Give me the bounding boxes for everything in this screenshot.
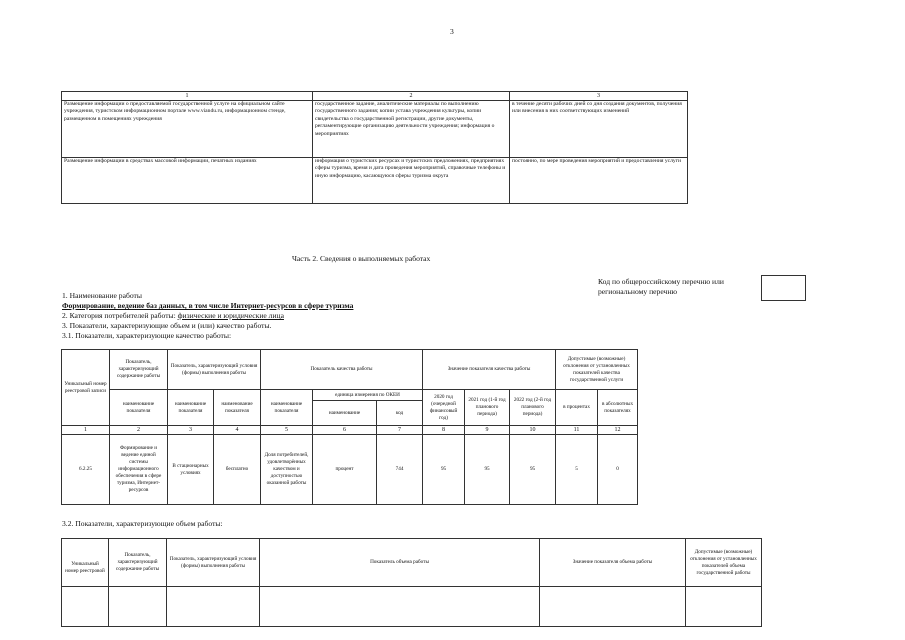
work-name-value: Формирование, ведение баз данных, в том числе Интернет-ресурсов в сфере туризма <box>62 301 354 310</box>
year-2022-header: 2022 год (2-й год планового периода) <box>510 390 556 426</box>
quality-indicator-cell: Доля потребителей, удовлетворённых качеством и доступностью оказанной работы <box>261 435 313 505</box>
deviation-percent-cell: 5 <box>556 435 598 505</box>
column-number: 6 <box>313 426 377 435</box>
unique-number-header: Уникальный номер реестровой записи <box>62 350 110 426</box>
work-content-cell: Формирование и ведение единой системы информационного обеспечения в сфере туризма, Интернет-ресурсов <box>110 435 168 505</box>
consumer-category-label: 2. Категория потребителей работы: <box>62 311 178 320</box>
code-label: Код по общероссийскому перечню или региональному перечню <box>598 277 724 296</box>
conditions-indicator-header: Показатель, характеризующий условия (формы) выполнения работы <box>168 350 261 390</box>
unique-number-header: Уникальный номер реестровой <box>62 539 109 587</box>
information-table <box>61 91 688 204</box>
value-2021-cell: 95 <box>465 435 510 505</box>
volume-indicators-heading: 3.2. Показатели, характеризующие объем работы: <box>62 519 223 528</box>
okei-code-header: код <box>377 401 423 426</box>
table-header-row <box>62 350 638 390</box>
information-method-cell: Размещение информации в средствах массовой информации, печатных изданиях <box>62 158 313 204</box>
deviations-header: Допустимые (возможные) отклонения от установленных показателей качества государственной услуги <box>556 350 638 390</box>
code-box <box>761 275 806 301</box>
information-content-cell: государственное задание, аналитические материалы по выполнению государственного задания; копии устава учреждения культуры, копии свидетельства о государственной регистрации, другие документы, регламентирующие организацию деятельности учреждения; информация о мероприятиях <box>313 101 510 158</box>
table-cell <box>540 587 686 627</box>
table-header-row <box>62 539 762 587</box>
consumer-category-value: физические и юридические лица <box>177 311 284 320</box>
table-cell <box>167 587 260 627</box>
volume-indicators-table <box>61 538 762 627</box>
table-cell <box>686 587 762 627</box>
quality-indicators-heading: 3.1. Показатели, характеризующие качество работы: <box>62 331 232 340</box>
column-number: 9 <box>465 426 510 435</box>
volume-indicator-header: Показатель объема работы <box>260 539 540 587</box>
column-number: 2 <box>313 92 510 101</box>
content-indicator-header: Показатель, характеризующий содержание работы <box>110 350 168 390</box>
column-number: 11 <box>556 426 598 435</box>
consumer-category <box>62 311 284 320</box>
volume-values-header: Значение показателя объема работы <box>540 539 686 587</box>
okei-unit-header: единица измерения по ОКЕИ <box>313 390 423 401</box>
column-number: 4 <box>214 426 261 435</box>
unique-number-cell: 6.2.25 <box>62 435 110 505</box>
update-frequency-cell: в течение десяти рабочих дней со дня создания документов, получения или внесения в них соответствующих изменений <box>510 101 688 158</box>
percent-header: в процентах <box>556 390 598 426</box>
year-2021-header: 2021 год (1-й год планового периода) <box>465 390 510 426</box>
value-2022-cell: 95 <box>510 435 556 505</box>
table-row <box>62 158 688 204</box>
indicator-name-header: наименование показателя <box>261 390 313 426</box>
table-cell <box>260 587 540 627</box>
value-2020-cell: 95 <box>423 435 465 505</box>
deviation-absolute-cell: 0 <box>598 435 638 505</box>
table-header-row <box>62 92 688 101</box>
column-number: 7 <box>377 426 423 435</box>
unit-code-cell: 744 <box>377 435 423 505</box>
page-number: 3 <box>450 27 454 36</box>
table-cell <box>109 587 167 627</box>
conditions-indicator-header: Показатель, характеризующий условия (формы) выполнения работы <box>167 539 260 587</box>
update-frequency-cell: постоянно, по мере проведения мероприятий и предоставления услуги <box>510 158 688 204</box>
column-number: 3 <box>510 92 688 101</box>
column-number: 5 <box>261 426 313 435</box>
table-cell <box>62 587 109 627</box>
okei-name-header: наименование <box>313 401 377 426</box>
column-number: 2 <box>110 426 168 435</box>
quality-values-header: Значение показателя качества работы <box>423 350 556 390</box>
unit-name-cell: процент <box>313 435 377 505</box>
part-title: Часть 2. Сведения о выполняемых работах <box>292 254 431 263</box>
information-method-cell: Размещение информации о предоставляемой государственной услуге на официальном сайте учреждения, туристском информационном портале www.viandu.ru, информационном стенде, размещенном в помещениях учреждения <box>62 101 313 158</box>
information-content-cell: информация о туристских ресурсах и туристских предложениях, предприятиях сферы туризма, время и дата проведения мероприятий, справочные телефоны и иную информацию, касающуюся сферы туризма округа <box>313 158 510 204</box>
table-header-row <box>62 390 638 401</box>
indicators-heading: 3. Показатели, характеризующие объем и (или) качество работы. <box>62 321 272 330</box>
payment-cell: бесплатно <box>214 435 261 505</box>
table-row <box>62 435 638 505</box>
deviations-header: Допустимые (возможные) отклонения от установленных показателей объема государственной работы <box>686 539 762 587</box>
indicator-name-header: наименование показателя <box>168 390 214 426</box>
indicator-name-header: наименование показателя <box>214 390 261 426</box>
work-name-label: 1. Наименование работы <box>62 291 142 300</box>
table-row <box>62 101 688 158</box>
column-number: 8 <box>423 426 465 435</box>
quality-indicator-header: Показатель качества работы <box>261 350 423 390</box>
conditions-cell: В стационарных условиях <box>168 435 214 505</box>
column-numbers-row <box>62 426 638 435</box>
column-number: 1 <box>62 92 313 101</box>
quality-indicators-table <box>61 349 638 505</box>
column-number: 3 <box>168 426 214 435</box>
table-row <box>62 587 762 627</box>
volume-table-clip <box>61 538 766 640</box>
column-number: 1 <box>62 426 110 435</box>
content-indicator-header: Показатель, характеризующий содержание работы <box>109 539 167 587</box>
indicator-name-header: наименование показателя <box>110 390 168 426</box>
column-number: 12 <box>598 426 638 435</box>
absolute-header: в абсолютных показателях <box>598 390 638 426</box>
year-2020-header: 2020 год (очередной финансовый год) <box>423 390 465 426</box>
column-number: 10 <box>510 426 556 435</box>
